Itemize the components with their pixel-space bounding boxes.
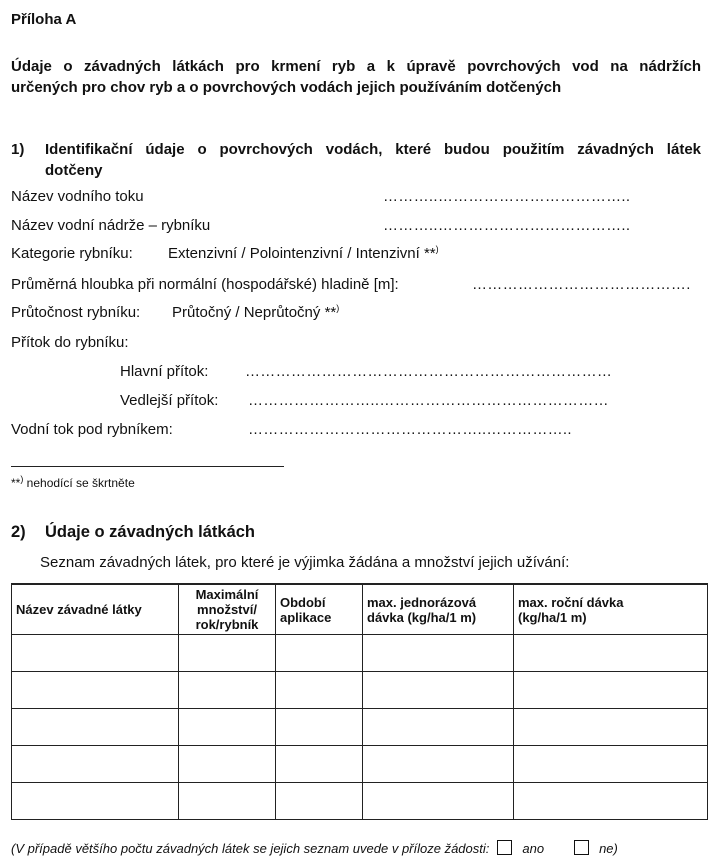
yes-label: ano [522,841,545,856]
outflow-field[interactable]: ………………………………………..…………….. [248,421,572,438]
table-cell[interactable] [514,635,708,672]
average-depth-label: Průměrná hloubka při normální (hospodářské) hladině [m]: [11,276,399,293]
table-cell[interactable] [363,635,514,672]
watercourse-name-label: Název vodního toku [11,188,144,205]
outflow-label: Vodní tok pod rybníkem: [11,421,173,438]
side-inflow-label: Vedlejší přítok: [120,392,219,409]
attachment-note [11,840,618,856]
table-cell[interactable] [12,746,179,783]
header-max-amount: Maximální množství/ rok/rybník [179,584,276,635]
section1-title-line2: dotčeny [45,162,103,179]
table-cell[interactable] [276,709,363,746]
table-row [12,635,708,672]
average-depth-field[interactable]: ……………………………………. [472,276,691,293]
reservoir-name-label: Název vodní nádrže – rybníku [11,217,211,234]
header-max-annual-dose: max. roční dávka (kg/ha/1 m) [514,584,708,635]
annex-title: Příloha A [11,11,77,28]
table-row [12,746,708,783]
attachment-note-text: (V případě většího počtu závadných látek se jejich seznam uvede v příloze žádosti: [11,841,490,856]
table-cell[interactable] [276,635,363,672]
table-cell[interactable] [12,783,179,820]
table-cell[interactable] [12,709,179,746]
main-inflow-field[interactable]: ……………………………………………………………… [245,363,613,380]
table-cell[interactable] [179,672,276,709]
main-inflow-label: Hlavní přítok: [120,363,209,380]
flow-through-options[interactable]: Průtočný / Neprůtočný **) [172,303,340,321]
flow-through-label: Průtočnost rybníku: [11,304,141,321]
table-cell[interactable] [179,783,276,820]
footnote-divider [11,466,284,467]
table-cell[interactable] [363,672,514,709]
pond-category-label: Kategorie rybníku: [11,245,133,262]
header-substance-name: Název závadné látky [12,584,179,635]
main-heading-line1: Údaje o závadných látkách pro krmení ryb a k úpravě povrchových vod na nádržích [11,58,701,75]
table-row [12,783,708,820]
section1-number: 1) [11,141,25,158]
section2-number: 2) [11,523,26,541]
no-label: ne) [599,841,618,856]
section1-title-line1: Identifikační údaje o povrchových vodách, které budou použitím závadných látek [45,141,701,158]
table-cell[interactable] [12,635,179,672]
table-cell[interactable] [276,783,363,820]
table-cell[interactable] [514,709,708,746]
footnote: **) nehodící se škrtněte [11,474,135,490]
table-row [12,709,708,746]
table-cell[interactable] [276,672,363,709]
table-cell[interactable] [363,709,514,746]
no-checkbox[interactable] [574,840,589,855]
table-cell[interactable] [363,783,514,820]
table-cell[interactable] [514,746,708,783]
yes-checkbox[interactable] [497,840,512,855]
pond-category-options[interactable]: Extenzivní / Polointenzivní / Intenzivní **) [168,244,439,262]
side-inflow-field[interactable]: ……………………..……………………………………… [248,392,609,409]
substances-table [11,583,708,820]
header-max-single-dose: max. jednorázová dávka (kg/ha/1 m) [363,584,514,635]
table-row [12,672,708,709]
header-application-period: Období aplikace [276,584,363,635]
section2-title: Údaje o závadných látkách [45,523,255,541]
inflow-label: Přítok do rybníku: [11,334,129,351]
watercourse-name-field[interactable]: ………..……………………………….. [383,188,631,205]
section2-intro: Seznam závadných látek, pro které je výjimka žádána a množství jejich užívání: [40,554,570,571]
table-cell[interactable] [179,709,276,746]
table-cell[interactable] [179,635,276,672]
table-header-row [12,584,708,635]
table-cell[interactable] [363,746,514,783]
table-cell[interactable] [179,746,276,783]
reservoir-name-field[interactable]: ………..……………………………….. [383,217,631,234]
table-cell[interactable] [276,746,363,783]
table-cell[interactable] [514,783,708,820]
table-cell[interactable] [514,672,708,709]
table-cell[interactable] [12,672,179,709]
main-heading-line2: určených pro chov ryb a o povrchových vodách jejich používáním dotčených [11,79,562,96]
